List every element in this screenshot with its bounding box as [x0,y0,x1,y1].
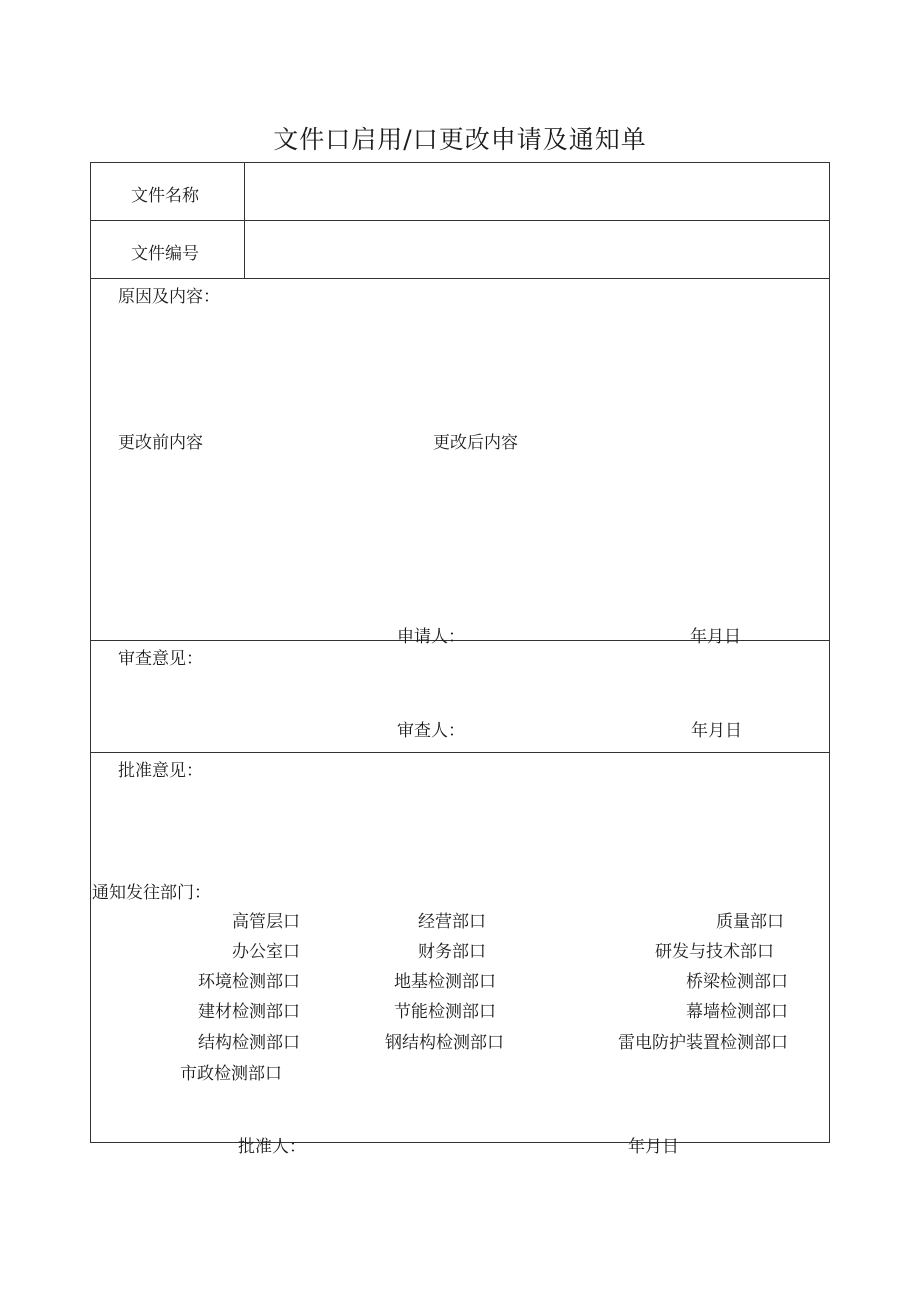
before-change-label: 更改前内容 [118,433,203,453]
label-column-divider [244,162,245,278]
approver-label: 批准人： [238,1137,306,1157]
department-option[interactable]: 研发与技术部口 [655,942,774,962]
department-option[interactable]: 经营部口 [418,912,486,932]
department-option[interactable]: 幕墙检测部口 [686,1002,788,1022]
department-option[interactable]: 桥梁检测部口 [686,972,788,992]
applicant-date-line [680,620,780,647]
approver-date-line [620,1128,720,1157]
department-option[interactable]: 雷电防护装置检测部口 [618,1033,788,1053]
department-option[interactable]: 财务部口 [418,942,486,962]
section-divider [90,752,830,753]
row-divider [90,278,830,279]
approver-date-label: 年月日 [628,1137,679,1157]
department-option[interactable]: 办公室口 [232,942,300,962]
file-number-field[interactable] [246,222,828,277]
approval-opinion-label: 批准意见： [118,761,203,781]
department-option[interactable]: 建材检测部口 [198,1002,300,1022]
page-title: 文件口启用/口更改申请及通知单 [273,125,647,154]
reviewer-label: 审查人： [397,721,465,741]
department-option[interactable]: 质量部口 [716,912,784,932]
reason-content-label: 原因及内容： [118,287,220,307]
after-change-label: 更改后内容 [433,433,518,453]
review-opinion-label: 审查意见： [118,649,203,669]
table-bottom-border [90,1142,830,1143]
department-option[interactable]: 环境检测部口 [198,972,300,992]
department-option[interactable]: 结构检测部口 [198,1033,300,1053]
applicant-signature-line [390,620,510,647]
row-divider [90,220,830,221]
department-option[interactable]: 市政检测部口 [180,1064,282,1084]
review-date-label: 年月日 [691,721,742,741]
department-option[interactable]: 节能检测部口 [394,1002,496,1022]
table-left-border [90,162,91,1143]
department-option[interactable]: 钢结构检测部口 [385,1033,504,1053]
table-right-border [829,162,830,1143]
notify-departments-label: 通知发往部门： [92,883,211,903]
file-name-field[interactable] [246,164,828,219]
file-name-label: 文件名称 [131,186,199,206]
table-top-border [90,162,830,163]
approver-signature-line [230,1128,350,1157]
department-option[interactable]: 高管层口 [232,912,300,932]
applicant-date-label: 年月日 [690,627,741,647]
applicant-label: 申请人： [397,627,465,647]
department-option[interactable]: 地基检测部口 [394,972,496,992]
file-number-label: 文件编号 [131,244,199,264]
